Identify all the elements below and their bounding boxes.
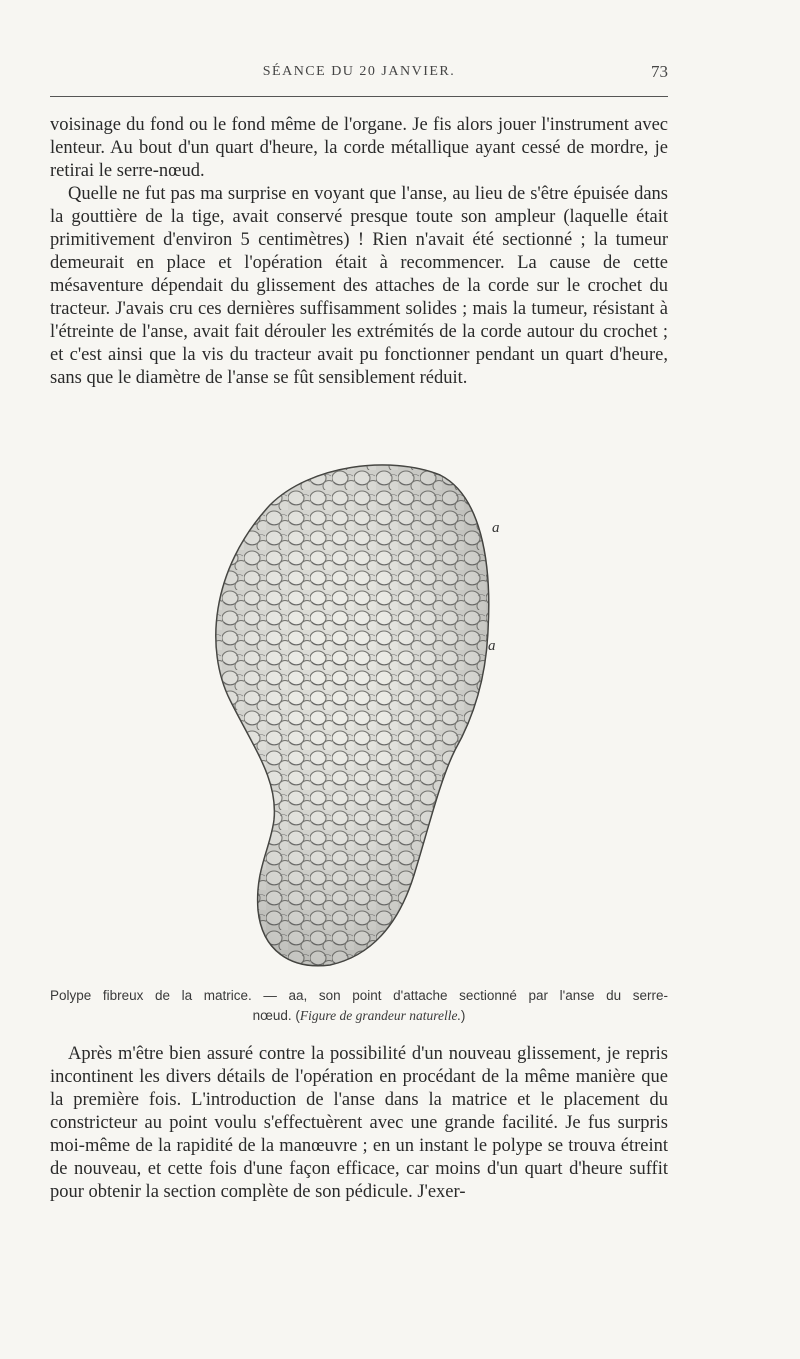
caption-line-1: Polype fibreux de la matrice. — aa, son point d'attache sectionné par l'anse du serre- — [50, 988, 668, 1003]
paragraph-2: Quelle ne fut pas ma surprise en voyant que l'anse, au lieu de s'être épuisée dans la gouttière de la tige, avait conservé presque toute son ampleur (laquelle était primitivement d'environ 5 centimètres) ! Rien n'avait été sectionné ; la tumeur demeurait en place et l'opération était à recommencer. La cause de cette mésaventure dépendait du glissement des attaches de la corde sur le crochet du tracteur. J'avais cru ces dernières suffisamment solides ; mais la tumeur, résistant à l'étreinte de l'anse, avait fait dérouler les extrémités de la corde autour du crochet ; et c'est ainsi que la vis du tracteur avait pu fonctionner pendant un quart d'heure, sans que le diamètre de l'anse se fût sensiblement réduit. — [50, 184, 668, 388]
figure-caption — [50, 986, 668, 1026]
label-a-bottom: a — [488, 638, 496, 654]
polyp-engraving — [200, 450, 520, 980]
header-rule — [50, 96, 668, 97]
caption-line-2 — [253, 1008, 466, 1023]
label-a-top: a — [492, 520, 500, 536]
caption-cont: nœud. ( — [252, 1008, 300, 1023]
running-head — [50, 62, 668, 86]
polyp-illustration — [200, 450, 520, 980]
caption-italic: Figure de grandeur naturelle. — [299, 1008, 461, 1023]
page-number: 73 — [651, 62, 668, 81]
running-title: SÉANCE DU 20 JANVIER. — [262, 64, 456, 79]
paragraph-3: Après m'être bien assuré contre la possibilité d'un nouveau glissement, je repris incontinent les divers détails de l'opération en procédant de la même manière que la première fois. L'introduction de l'anse dans la matrice et le placement du constricteur au point voulu s'effectuèrent avec une grande facilité. Je fus surpris moi-même de la rapidité de la manœuvre ; en un instant le polype se trouva étreint de nouveau, et cette fois d'une façon efficace, car moins d'un quart d'heure suffit pour obtenir la section complète de son pédicule. J'exer- — [50, 1044, 668, 1202]
paragraph-1: voisinage du fond ou le fond même de l'organe. Je fis alors jouer l'instrument avec lenteur. Au bout d'un quart d'heure, la corde métallique ayant cessé de mordre, je retirai le serre-nœud. — [50, 115, 668, 181]
caption-end: ) — [460, 1008, 466, 1023]
